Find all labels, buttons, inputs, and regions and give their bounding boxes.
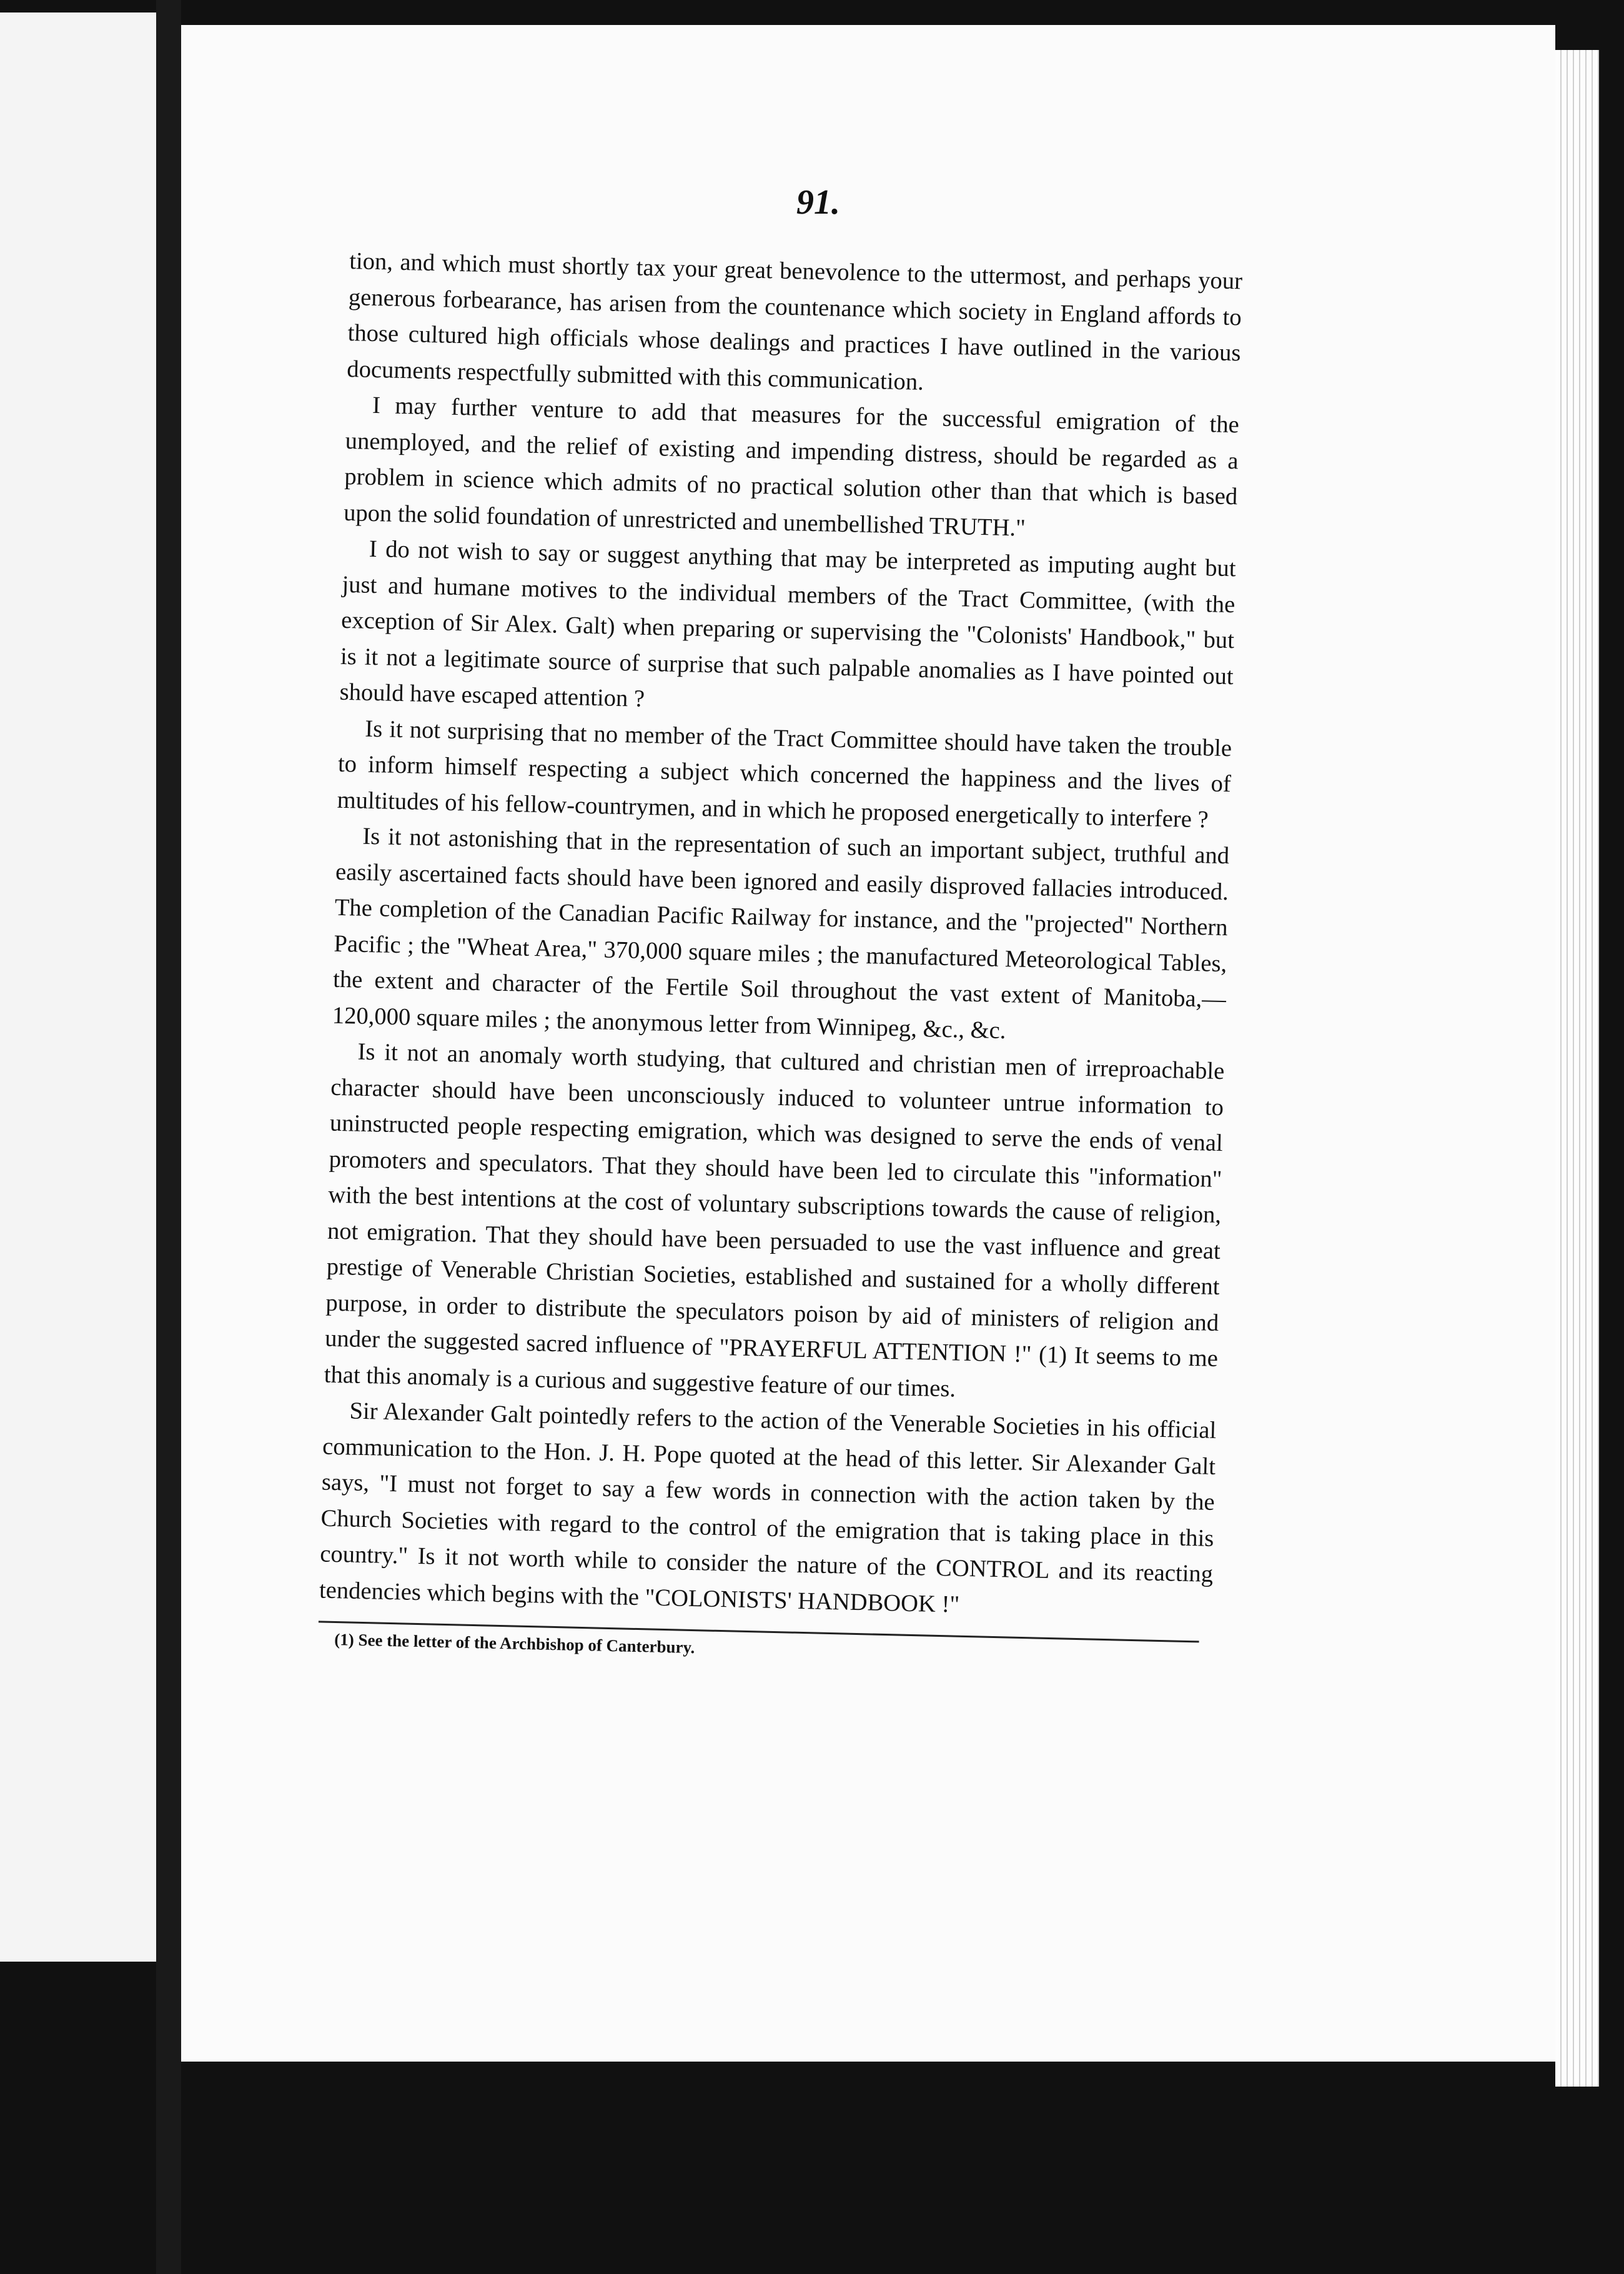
footnote: (1) See the letter of the Archbishop of Canterbury. bbox=[334, 1630, 695, 1657]
left-page-edge bbox=[0, 12, 156, 1962]
body-text bbox=[318, 244, 1243, 1672]
paragraph-6: Is it not an anomaly worth studying, that cultured and christian men of irreproachable character should have been unconsciously induced to volunteer untrue information to uninstructed people respecting emigration, which was designed to serve the ends of venal promoters and speculators. That they should have been led to circulate this "information" with the best intentions at the cost of voluntary subscriptions towards the cause of religion, not emigration. That they should have been persuaded to use the vast influence and great prestige of Venerable Christian Societies, established and sustained for a wholly different purpose, in order to distribute the speculators poison by aid of ministers of religion and under the suggested sacred influence of "PRAYERFUL ATTENTION !" (1) It seems to me that this anomaly is a curious and suggestive feature of our times. bbox=[324, 1038, 1225, 1402]
paragraph-1: tion, and which must shortly tax your great benevolence to the uttermost, and perhaps your generous forbearance, has arisen from the countenance which society in England affords to those cultured high officials whose dealings and practices I have outlined in the various documents respectfully submitted with this communication. bbox=[346, 247, 1243, 395]
paragraph-7: Sir Alexander Galt pointedly refers to the action of the Venerable Societies in his official communication to the Hon. J. H. Pope quoted at the head of this letter. Sir Alexander Galt says, "I must not forget to say a few words in connection with the action taken by the Church Societies with regard to the control of the emigration that is taking place in this country." Is it not worth while to consider the nature of the CONTROL and its reacting tendencies which begins with the "COLONISTS' HANDBOOK !" bbox=[319, 1398, 1217, 1618]
page-number: 91. bbox=[796, 183, 840, 222]
book-gutter bbox=[156, 0, 181, 2274]
page-stack-edge bbox=[1555, 50, 1599, 2087]
paragraph-5: Is it not astonishing that in the representation of such an important subject, truthful and easily ascertained facts should have been ignored and easily disproved fallacies introduced. The completion of the Canadian Pacific Railway for instance, and the "projected" Northern Pacific ; the "Wheat Area," 370,000 square miles ; the manufactured Meteorological Tables, the extent and character of the Fertile Soil throughout the vast extent of Manitoba,—120,000 square miles ; the anonymous letter from Winnipeg, &c., &c. bbox=[332, 823, 1230, 1044]
paragraph-2: I may further venture to add that measures for the successful emigration of the unemployed, and the relief of existing and impending distress, should be regarded as a problem in science which admits of no practical solution other than that which is based upon the solid foundation of unrestricted and unembellished TRUTH." bbox=[343, 392, 1240, 542]
paragraph-3: I do not wish to say or suggest anything that may be interpreted as imputing aught but just and humane motives to the individual members of the Tract Committee, (with the exception of Sir Alex. Galt) when preparing or supervising the "Colonists' Handbook," but is it not a legitimate source of surprise that such palpable anomalies as I have pointed out should have escaped attention ? bbox=[339, 535, 1237, 712]
paragraph-4: Is it not surprising that no member of the Tract Committee should have taken the trouble to inform himself respecting a subject which concerned the happiness and the lives of multitudes of his fellow-countrymen, and in which he proposed energetically to interfere ? bbox=[337, 715, 1232, 833]
